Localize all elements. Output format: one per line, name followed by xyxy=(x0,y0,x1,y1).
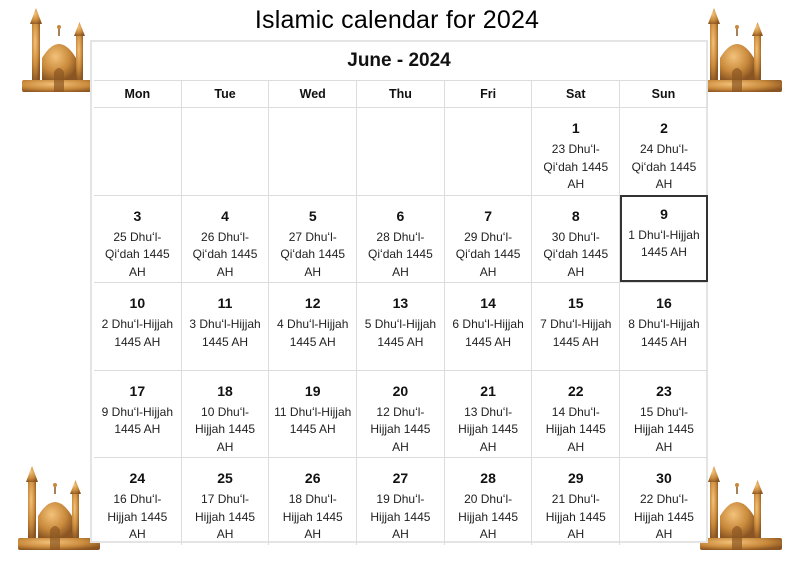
gregorian-day: 25 xyxy=(217,470,233,486)
hijri-date: 27 Dhuʻl-Qiʻdah 1445 AH xyxy=(280,229,346,279)
gregorian-day: 13 xyxy=(392,295,409,311)
day-cell xyxy=(532,195,620,283)
day-cell xyxy=(445,282,533,370)
day-cell xyxy=(94,282,182,370)
gregorian-day: 4 xyxy=(221,207,229,224)
day-cell xyxy=(445,370,533,458)
day-cell xyxy=(269,370,357,458)
hijri-date: 3 Dhuʻl-Hijjah 1445 AH xyxy=(189,317,261,349)
day-cell-highlighted xyxy=(620,195,708,283)
hijri-date: 21 Dhuʻl-Hijjah 1445 AH xyxy=(545,492,606,541)
hijri-date: 7 Dhuʻl-Hijjah 1445 AH xyxy=(540,317,612,349)
gregorian-day: 28 xyxy=(480,470,496,486)
day-cell xyxy=(94,457,182,545)
gregorian-day: 14 xyxy=(480,295,496,311)
day-cell xyxy=(445,457,533,545)
weekday-header-sun: Sun xyxy=(620,80,708,107)
hijri-date: 11 Dhuʻl-Hijjah 1445 AH xyxy=(274,404,352,436)
hijri-date: 13 Dhuʻl-Hijjah 1445 AH xyxy=(458,404,519,454)
day-cell xyxy=(532,282,620,370)
day-cell xyxy=(357,370,445,458)
empty-day-cell xyxy=(357,107,445,195)
gregorian-day: 16 xyxy=(656,295,672,311)
calendar-grid xyxy=(94,80,708,545)
hijri-date: 2 Dhuʻl-Hijjah 1445 AH xyxy=(101,317,174,349)
hijri-date: 30 Dhuʻl-Qiʻdah 1445 AH xyxy=(543,229,609,279)
hijri-date: 6 Dhuʻl-Hijjah 1445 AH xyxy=(452,317,524,349)
gregorian-day: 15 xyxy=(567,295,584,311)
weekday-header-sat: Sat xyxy=(532,80,620,107)
day-cell xyxy=(532,107,620,195)
hijri-date: 23 Dhuʻl-Qiʻdah 1445 AH xyxy=(543,142,609,191)
gregorian-day: 11 xyxy=(217,295,233,311)
day-cell xyxy=(269,282,357,370)
hijri-date: 20 Dhuʻl-Hijjah 1445 AH xyxy=(458,492,519,541)
gregorian-day: 22 xyxy=(567,382,584,399)
month-title: June - 2024 xyxy=(347,50,451,71)
day-cell xyxy=(269,195,357,283)
hijri-date: 14 Dhuʻl-Hijjah 1445 AH xyxy=(545,404,606,454)
gregorian-day: 19 xyxy=(304,382,321,399)
gregorian-day: 5 xyxy=(308,207,317,224)
gregorian-day: 30 xyxy=(656,470,672,486)
gregorian-day: 8 xyxy=(571,207,580,224)
day-cell xyxy=(182,282,270,370)
weekday-header-mon: Mon xyxy=(94,80,182,107)
day-cell xyxy=(357,282,445,370)
weekday-header-fri: Fri xyxy=(445,80,533,107)
hijri-date: 10 Dhuʻl-Hijjah 1445 AH xyxy=(195,404,256,454)
gregorian-day: 18 xyxy=(217,382,233,399)
gregorian-day: 17 xyxy=(129,382,146,399)
day-cell xyxy=(620,457,708,545)
gregorian-day: 6 xyxy=(396,207,405,224)
hijri-date: 24 Dhuʻl-Qiʻdah 1445 AH xyxy=(631,142,697,191)
hijri-date: 25 Dhuʻl-Qiʻdah 1445 AH xyxy=(104,229,170,279)
calendar xyxy=(90,40,708,543)
page-title: Islamic calendar for 2024 xyxy=(254,6,540,34)
day-cell xyxy=(94,195,182,283)
gregorian-day: 24 xyxy=(129,470,146,486)
gregorian-day: 3 xyxy=(133,207,142,224)
day-cell xyxy=(357,195,445,283)
gregorian-day: 7 xyxy=(484,207,492,224)
day-cell xyxy=(357,457,445,545)
hijri-date: 12 Dhuʻl-Hijjah 1445 AH xyxy=(370,404,431,454)
hijri-date: 26 Dhuʻl-Qiʻdah 1445 AH xyxy=(192,229,258,279)
hijri-date: 8 Dhuʻl-Hijjah 1445 AH xyxy=(628,317,700,349)
day-cell xyxy=(182,195,270,283)
hijri-date: 28 Dhuʻl-Qiʻdah 1445 AH xyxy=(368,229,433,279)
gregorian-day: 23 xyxy=(656,382,672,399)
gregorian-day: 12 xyxy=(304,295,321,311)
hijri-date: 4 Dhuʻl-Hijjah 1445 AH xyxy=(277,317,349,349)
hijri-date: 19 Dhuʻl-Hijjah 1445 AH xyxy=(370,492,431,541)
gregorian-day: 2 xyxy=(660,120,668,136)
weekday-header-wed: Wed xyxy=(269,80,357,107)
hijri-date: 18 Dhuʻl-Hijjah 1445 AH xyxy=(282,492,343,541)
hijri-date: 29 Dhuʻl-Qiʻdah 1445 AH xyxy=(455,229,521,279)
day-cell xyxy=(269,457,357,545)
empty-day-cell xyxy=(94,107,182,195)
hijri-date: 17 Dhuʻl-Hijjah 1445 AH xyxy=(195,492,256,541)
gregorian-day: 27 xyxy=(392,470,409,486)
day-cell xyxy=(620,107,708,195)
day-cell xyxy=(182,457,270,545)
gregorian-day: 21 xyxy=(480,382,496,399)
weekday-header-thu: Thu xyxy=(357,80,445,107)
day-cell xyxy=(620,282,708,370)
gregorian-day: 29 xyxy=(567,470,584,486)
hijri-date: 5 Dhuʻl-Hijjah 1445 AH xyxy=(364,317,437,349)
gregorian-day: 26 xyxy=(304,470,321,486)
day-cell xyxy=(94,370,182,458)
day-cell xyxy=(532,370,620,458)
gregorian-day: 9 xyxy=(660,205,668,222)
weekday-header-tue: Tue xyxy=(182,80,270,107)
hijri-date: 16 Dhuʻl-Hijjah 1445 AH xyxy=(107,492,168,541)
gregorian-day: 1 xyxy=(571,120,580,136)
day-cell xyxy=(445,195,533,283)
gregorian-day: 10 xyxy=(129,295,146,311)
hijri-date: 1 Dhuʻl-Hijjah 1445 AH xyxy=(628,227,700,259)
hijri-date: 22 Dhuʻl-Hijjah 1445 AH xyxy=(633,492,694,541)
gregorian-day: 20 xyxy=(392,382,409,399)
day-cell xyxy=(182,370,270,458)
day-cell xyxy=(620,370,708,458)
hijri-date: 9 Dhuʻl-Hijjah 1445 AH xyxy=(101,404,174,436)
empty-day-cell xyxy=(182,107,270,195)
empty-day-cell xyxy=(445,107,533,195)
day-cell xyxy=(532,457,620,545)
hijri-date: 15 Dhuʻl-Hijjah 1445 AH xyxy=(633,404,694,454)
empty-day-cell xyxy=(269,107,357,195)
